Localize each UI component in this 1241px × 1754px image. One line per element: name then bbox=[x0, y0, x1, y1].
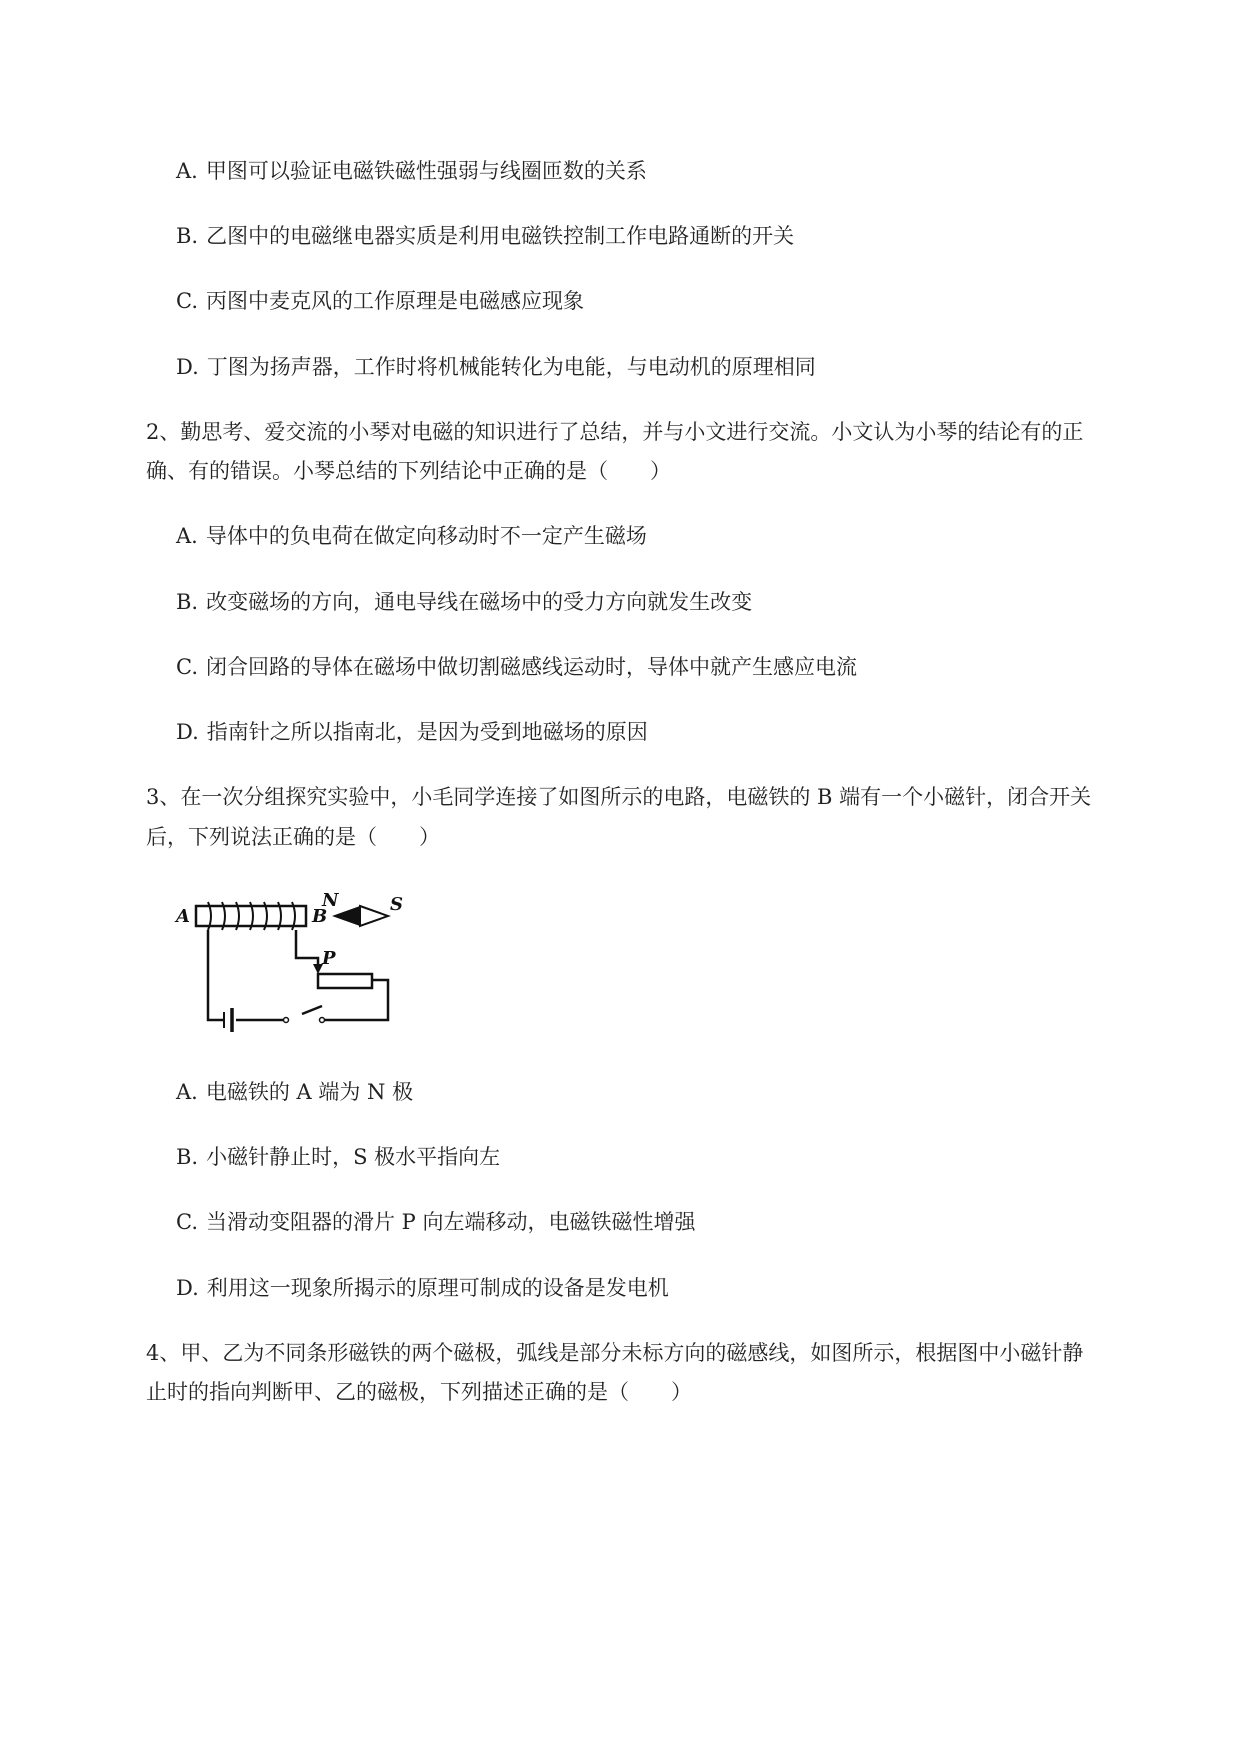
switch-contact-right bbox=[320, 1018, 325, 1023]
q3-option-c: C. 当滑动变阻器的滑片 P 向左端移动，电磁铁磁性增强 bbox=[176, 1210, 696, 1234]
rheostat bbox=[318, 974, 372, 988]
q2-stem-line1: 2、勤思考、爱交流的小琴对电磁的知识进行了总结，并与小文进行交流。小文认为小琴的结论有的正 bbox=[146, 420, 1084, 444]
compass-needle-south bbox=[360, 906, 388, 926]
switch-contact-left bbox=[284, 1018, 289, 1023]
q2-option-a: A. 导体中的负电荷在做定向移动时不一定产生磁场 bbox=[176, 524, 647, 548]
q1-option-a: A. 甲图可以验证电磁铁磁性强弱与线圈匝数的关系 bbox=[176, 159, 647, 183]
q3-option-b: B. 小磁针静止时，S 极水平指向左 bbox=[176, 1145, 501, 1169]
label-a: A bbox=[176, 906, 190, 927]
q1-option-c: C. 丙图中麦克风的工作原理是电磁感应现象 bbox=[176, 289, 584, 313]
q1-option-d: D. 丁图为扬声器，工作时将机械能转化为电能，与电动机的原理相同 bbox=[176, 355, 816, 379]
q3-stem-line2: 后，下列说法正确的是（ ） bbox=[146, 825, 440, 849]
q3-stem-line1: 3、在一次分组探究实验中，小毛同学连接了如图所示的电路，电磁铁的 B 端有一个小磁针，闭合开关 bbox=[146, 785, 1092, 809]
label-s: S bbox=[390, 894, 403, 915]
q3-option-d: D. 利用这一现象所揭示的原理可制成的设备是发电机 bbox=[176, 1276, 669, 1300]
q3-option-a: A. 电磁铁的 A 端为 N 极 bbox=[176, 1080, 414, 1104]
q2-stem-line2: 确、有的错误。小琴总结的下列结论中正确的是（ ） bbox=[146, 459, 671, 483]
q2-option-c: C. 闭合回路的导体在磁场中做切割磁感线运动时，导体中就产生感应电流 bbox=[176, 655, 857, 679]
label-p: P bbox=[322, 948, 336, 969]
q1-option-b: B. 乙图中的电磁继电器实质是利用电磁铁控制工作电路通断的开关 bbox=[176, 224, 795, 248]
q4-stem-line2: 止时的指向判断甲、乙的磁极，下列描述正确的是（ ） bbox=[146, 1380, 692, 1404]
circuit-diagram bbox=[172, 888, 432, 1053]
electromagnet-core bbox=[196, 906, 306, 926]
q4-stem-line1: 4、甲、乙为不同条形磁铁的两个磁极，弧线是部分未标方向的磁感线，如图所示，根据图中小磁针静 bbox=[146, 1341, 1084, 1365]
label-n: N bbox=[322, 890, 339, 911]
label-b: B bbox=[312, 906, 328, 927]
q2-option-b: B. 改变磁场的方向，通电导线在磁场中的受力方向就发生改变 bbox=[176, 590, 753, 614]
q2-option-d: D. 指南针之所以指南北，是因为受到地磁场的原因 bbox=[176, 720, 648, 744]
